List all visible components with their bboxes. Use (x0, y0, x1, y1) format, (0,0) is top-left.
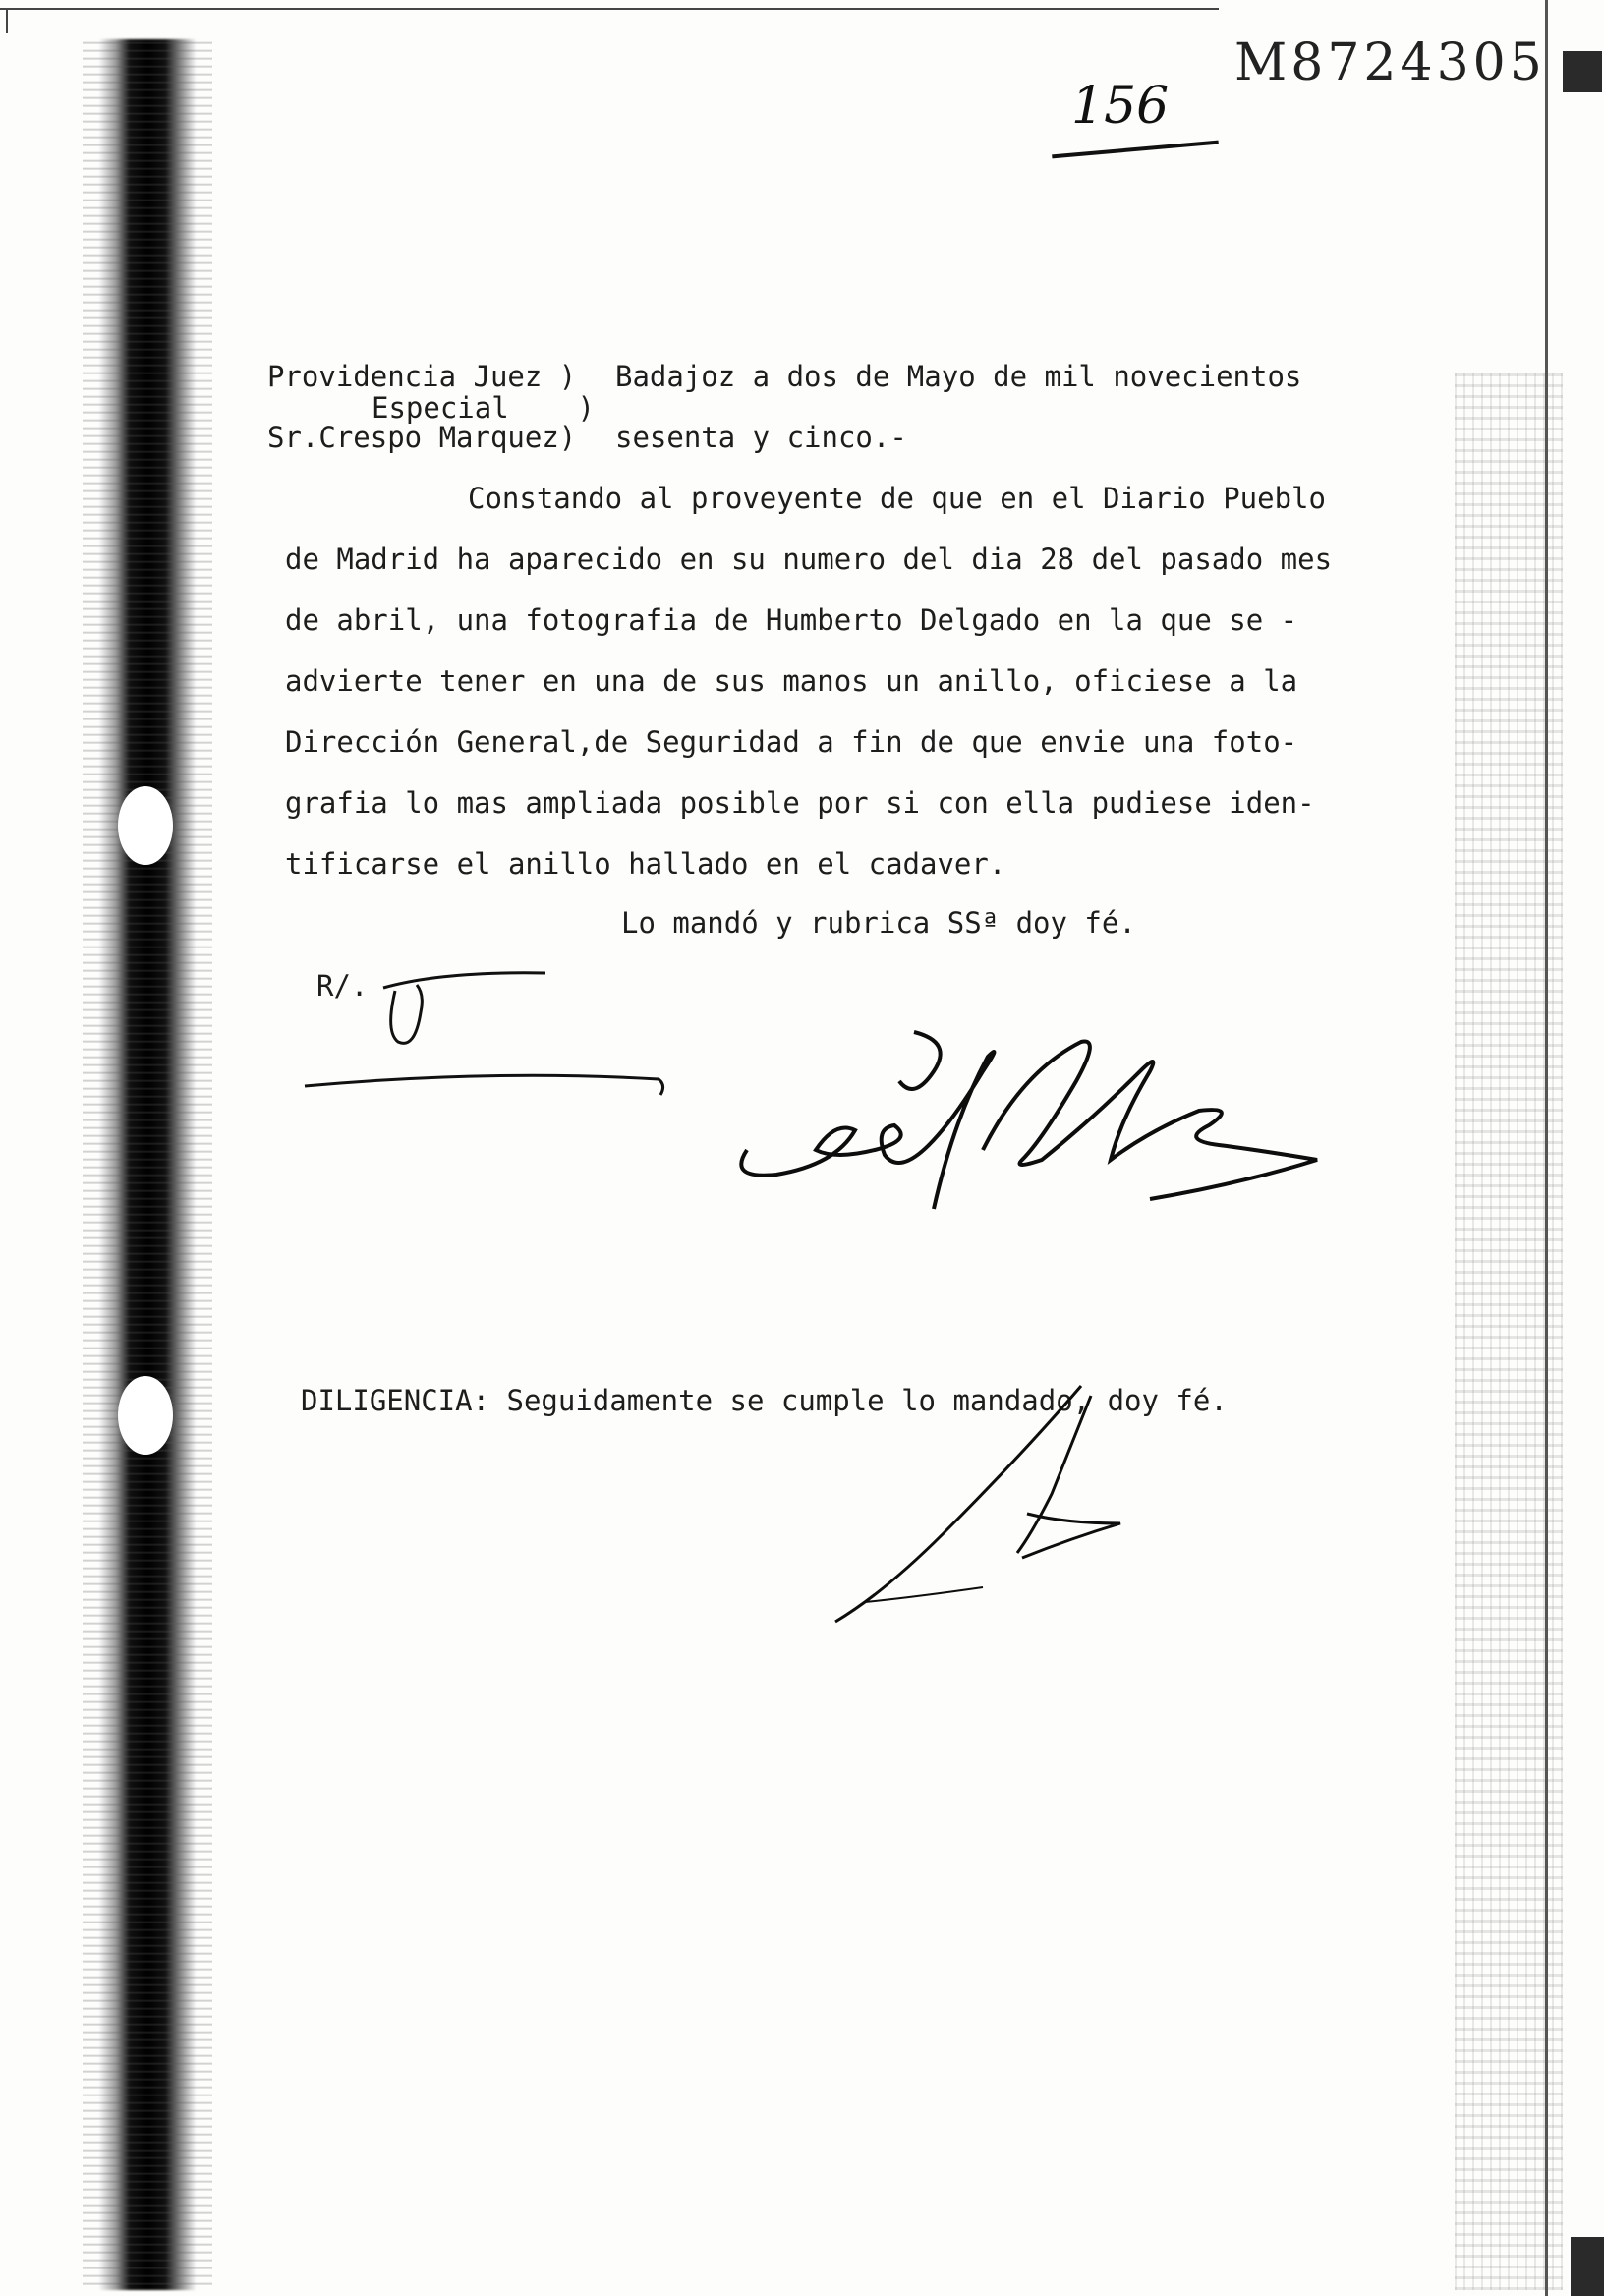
folio-number: 156 (1071, 77, 1170, 136)
body-line-2: de Madrid ha aparecido en su numero del dia 28 del pasado mes (285, 543, 1333, 576)
rubric-label: R/. (316, 969, 369, 1003)
margin-label-line-1: Providencia Juez ) (267, 360, 577, 393)
corner-mark-top (1563, 51, 1602, 92)
scan-edge-right (1545, 0, 1548, 2296)
punch-hole-upper (118, 786, 173, 865)
body-line-1: Constando al proveyente de que en el Diario Pueblo (468, 482, 1326, 515)
rubric-initials (295, 963, 688, 1111)
scan-frame-top (0, 8, 1219, 10)
body-line-4: advierte tener en una de sus manos un anillo, oficiese a la (285, 664, 1298, 698)
scan-frame-left (6, 8, 8, 33)
diligencia-line: DILIGENCIA: Seguidamente se cumple lo mandado, doy fé. (301, 1384, 1228, 1417)
punch-hole-lower (118, 1376, 173, 1455)
judge-signature (688, 1012, 1376, 1229)
date-line-2: sesenta y cinco.- (615, 421, 907, 454)
reference-stamp: M8724305 (1234, 33, 1546, 92)
closing-line: Lo mandó y rubrica SSª doy fé. (621, 906, 1136, 940)
body-line-6: grafia lo mas ampliada posible por si con ella pudiese iden- (285, 786, 1315, 820)
corner-mark-bottom (1571, 2237, 1604, 2296)
margin-label-line-3: Sr.Crespo Marquez) (267, 421, 577, 454)
body-line-7: tificarse el anillo hallado en el cadaver. (285, 847, 1006, 881)
folio-underline (1052, 141, 1219, 159)
body-line-5: Dirección General,de Seguridad a fin de que envie una foto- (285, 725, 1298, 759)
binding-shadow-noise (83, 39, 212, 2290)
date-line-1: Badajoz a dos de Mayo de mil novecientos (615, 360, 1302, 393)
secretary-signature (826, 1376, 1179, 1632)
body-line-3: de abril, una fotografia de Humberto Delgado en la que se - (285, 603, 1298, 637)
margin-label-line-2: Especial ) (372, 391, 595, 425)
